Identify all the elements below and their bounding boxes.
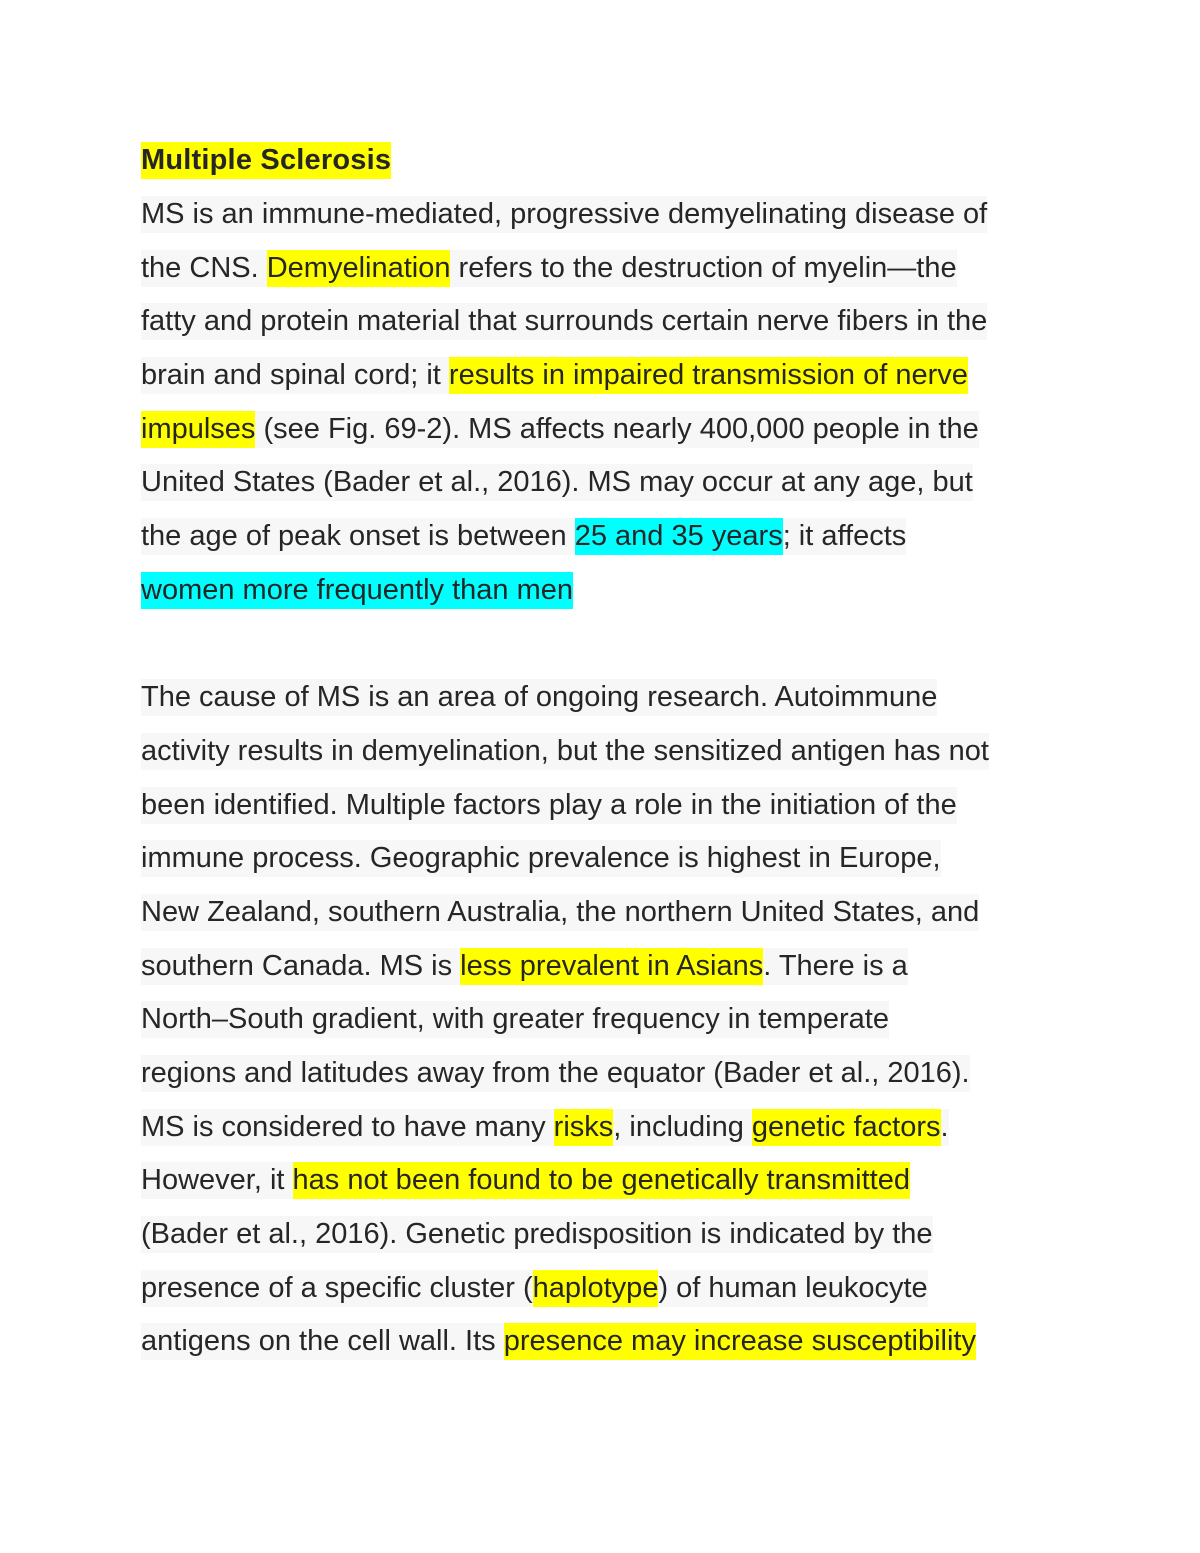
text-run: New Zealand, southern Australia, the northern United States, and bbox=[141, 894, 979, 931]
text-line bbox=[141, 514, 1071, 568]
highlighted-text-cyan: 25 and 35 years bbox=[575, 518, 783, 555]
text-run: ) of human leukocyte bbox=[658, 1270, 927, 1307]
paragraph-gap bbox=[141, 622, 1071, 676]
text-run: antigens on the cell wall. Its bbox=[141, 1323, 504, 1360]
highlighted-text-yellow: impulses bbox=[141, 411, 255, 448]
text-run: (see Fig. 69-2). MS affects nearly 400,000 people in the bbox=[255, 411, 978, 448]
text-line bbox=[141, 675, 1071, 729]
text-run: refers to the destruction of myelin—the bbox=[450, 250, 956, 287]
highlighted-text-yellow: presence may increase susceptibility bbox=[504, 1323, 976, 1360]
text-line bbox=[141, 944, 1071, 998]
paragraph-1 bbox=[141, 192, 1071, 622]
text-line bbox=[141, 890, 1071, 944]
highlighted-text-yellow: Demyelination bbox=[267, 250, 451, 287]
text-line bbox=[141, 1105, 1071, 1159]
text-line bbox=[141, 1319, 1071, 1373]
text-run: MS is considered to have many bbox=[141, 1109, 554, 1146]
text-line bbox=[141, 729, 1071, 783]
text-run: . bbox=[941, 1109, 949, 1146]
text-line bbox=[141, 192, 1071, 246]
text-run: MS is an immune-mediated, progressive demyelinating disease of bbox=[141, 196, 987, 233]
text-line bbox=[141, 1266, 1071, 1320]
text-line bbox=[141, 1158, 1071, 1212]
highlighted-text-cyan: women more frequently than men bbox=[141, 572, 573, 609]
highlighted-text-yellow: results in impaired transmission of nerve bbox=[449, 357, 968, 394]
text-line bbox=[141, 1212, 1071, 1266]
text-run: . There is a bbox=[763, 948, 908, 985]
highlighted-text-yellow: less prevalent in Asians bbox=[460, 948, 763, 985]
document-title bbox=[141, 138, 1071, 192]
text-line bbox=[141, 1051, 1071, 1105]
text-run: However, it bbox=[141, 1162, 293, 1199]
text-run: brain and spinal cord; it bbox=[141, 357, 449, 394]
document-body bbox=[141, 138, 1071, 1373]
text-run: fatty and protein material that surrounds certain nerve fibers in the bbox=[141, 303, 987, 340]
text-run: activity results in demyelination, but the sensitized antigen has not bbox=[141, 733, 989, 770]
text-run: presence of a specific cluster ( bbox=[141, 1270, 533, 1307]
text-run: United States (Bader et al., 2016). MS may occur at any age, but bbox=[141, 464, 973, 501]
text-run: the CNS. bbox=[141, 250, 267, 287]
text-line bbox=[141, 460, 1071, 514]
text-line bbox=[141, 246, 1071, 300]
title-highlight: Multiple Sclerosis bbox=[141, 142, 391, 179]
text-line bbox=[141, 783, 1071, 837]
text-line bbox=[141, 568, 1071, 622]
text-run: regions and latitudes away from the equator (Bader et al., 2016). bbox=[141, 1055, 970, 1092]
text-line bbox=[141, 407, 1071, 461]
text-run: , including bbox=[613, 1109, 752, 1146]
highlighted-text-yellow: genetic factors bbox=[752, 1109, 941, 1146]
text-run: North–South gradient, with greater frequency in temperate bbox=[141, 1001, 889, 1038]
text-run: The cause of MS is an area of ongoing research. Autoimmune bbox=[141, 679, 937, 716]
text-run: the age of peak onset is between bbox=[141, 518, 575, 555]
text-run: ; it affects bbox=[783, 518, 907, 555]
text-line bbox=[141, 836, 1071, 890]
text-line bbox=[141, 353, 1071, 407]
highlighted-text-yellow: risks bbox=[554, 1109, 614, 1146]
text-run: (Bader et al., 2016). Genetic predisposition is indicated by the bbox=[141, 1216, 933, 1253]
paragraphs bbox=[141, 192, 1071, 1373]
text-run: southern Canada. MS is bbox=[141, 948, 460, 985]
text-run: immune process. Geographic prevalence is highest in Europe, bbox=[141, 840, 941, 877]
paragraph-2 bbox=[141, 675, 1071, 1373]
text-line bbox=[141, 299, 1071, 353]
text-line bbox=[141, 997, 1071, 1051]
text-run: been identified. Multiple factors play a role in the initiation of the bbox=[141, 787, 957, 824]
highlighted-text-yellow: has not been found to be genetically transmitted bbox=[293, 1162, 910, 1199]
highlighted-text-yellow: haplotype bbox=[533, 1270, 659, 1307]
